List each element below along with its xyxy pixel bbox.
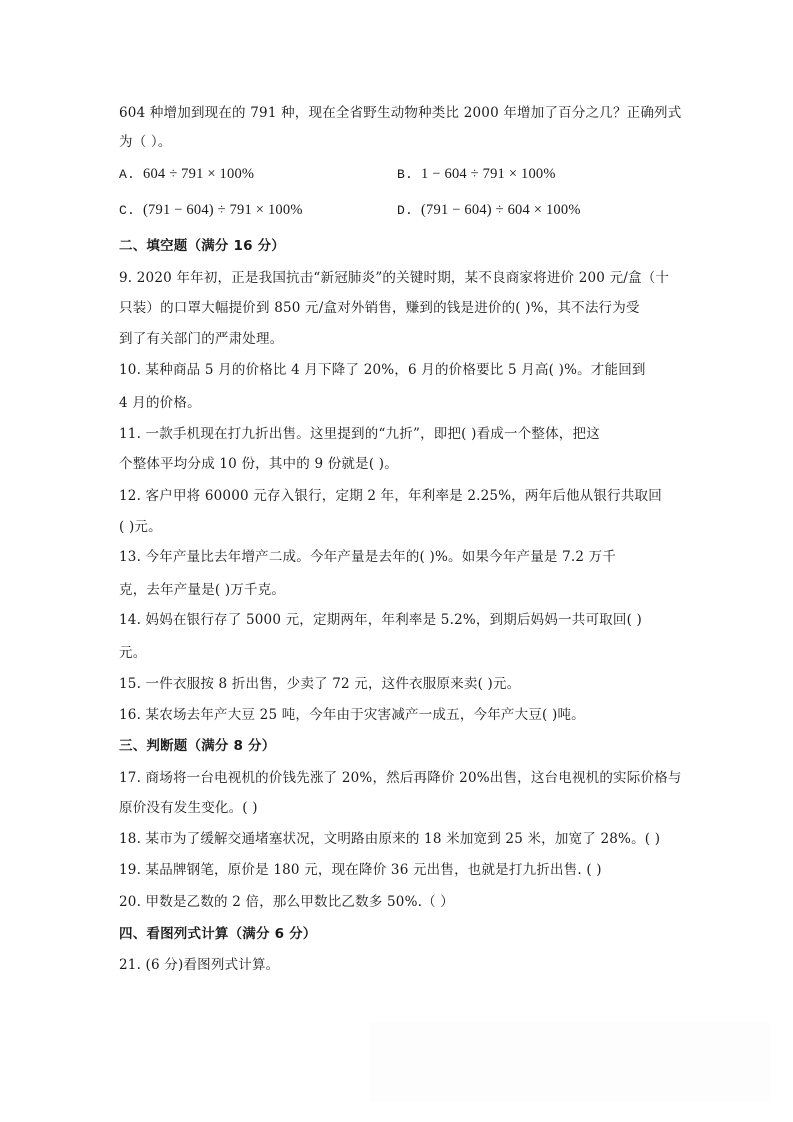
q10-line-2: 4 月的价格。 [119, 395, 201, 411]
q8-line-1: 604 种增加到现在的 791 种，现在全省野生动物种类比 2000 年增加了百分之几？正确列式 [119, 105, 682, 121]
q12-line-1: 12. 客户甲将 60000 元存入银行，定期 2 年，年利率是 2.25%，两年后他从银行共取回 [119, 488, 662, 504]
q19-line-1: 19. 某品牌钢笔，原价是 180 元，现在降价 36 元出售，也就是打九折出售. ( ) [119, 862, 602, 878]
section-heading-picture-calc: 四、看图列式计算（满分 6 分） [119, 926, 317, 942]
q15-line-1: 15. 一件衣服按 8 折出售，少卖了 72 元，这件衣服原来卖( )元。 [119, 676, 521, 692]
q21-line-1: 21. (6 分)看图列式计算。 [119, 957, 280, 973]
q9-line-3: 到了有关部门的严肃处理。 [119, 331, 284, 347]
q9-line-1: 9. 2020 年年初，正是我国抗击“新冠肺炎”的关键时期，某不良商家将进价 200 元/盒（十 [119, 270, 670, 286]
blank-figure-area [370, 1022, 770, 1102]
option-letter: B. [397, 167, 414, 182]
q9-line-2: 只装）的口罩大幅提价到 850 元/盒对外销售，赚到的钱是进价的( )%，其不法行为受 [119, 300, 640, 316]
q8-option-b [397, 165, 556, 184]
q8-option-a [119, 165, 254, 184]
q14-line-1: 14. 妈妈在银行存了 5000 元，定期两年，年利率是 5.2%，到期后妈妈一共可取回( ) [119, 612, 643, 628]
option-expression: 604 ÷ 791 × 100% [143, 166, 255, 182]
option-expression: (791 − 604) ÷ 791 × 100% [143, 202, 303, 218]
q13-line-1: 13. 今年产量比去年增产二成。今年产量是去年的( )%。如果今年产量是 7.2 万千 [119, 549, 617, 565]
option-expression: (791 − 604) ÷ 604 × 100% [421, 202, 581, 218]
q12-line-2: ( )元。 [119, 519, 162, 535]
section-heading-true-false: 三、判断题（满分 8 分） [119, 738, 276, 754]
option-expression: 1 − 604 ÷ 791 × 100% [421, 166, 556, 182]
q17-line-2: 原价没有发生变化。( ) [119, 800, 258, 816]
q20-line-1: 20. 甲数是乙数的 2 倍，那么甲数比乙数多 50%.（ ） [119, 894, 455, 910]
q11-line-1: 11. 一款手机现在打九折出售。这里提到的“九折”，即把( )看成一个整体，把这 [119, 426, 600, 442]
option-letter: A. [119, 167, 136, 182]
option-letter: C. [119, 203, 136, 218]
q17-line-1: 17. 商场将一台电视机的价钱先涨了 20%，然后再降价 20%出售，这台电视机的实际价格与 [119, 770, 682, 786]
q18-line-1: 18. 某市为了缓解交通堵塞状况，文明路由原来的 18 米加宽到 25 米，加宽了 28%。( ) [119, 831, 661, 847]
q8-line-2: 为（ ）。 [119, 134, 172, 150]
q8-option-c [119, 201, 303, 220]
q14-line-2: 元。 [119, 645, 147, 661]
q10-line-1: 10. 某种商品 5 月的价格比 4 月下降了 20%，6 月的价格要比 5 月高( )%。才能回到 [119, 362, 646, 378]
section-heading-fill-in: 二、填空题（满分 16 分） [119, 238, 285, 254]
q8-option-d [397, 201, 581, 220]
q16-line-1: 16. 某农场去年产大豆 25 吨，今年由于灾害减产一成五，今年产大豆( )吨。 [119, 707, 585, 723]
option-letter: D. [397, 203, 414, 218]
q11-line-2: 个整体平均分成 10 份，其中的 9 份就是( )。 [119, 456, 398, 472]
q13-line-2: 克，去年产量是( )万千克。 [119, 582, 286, 598]
